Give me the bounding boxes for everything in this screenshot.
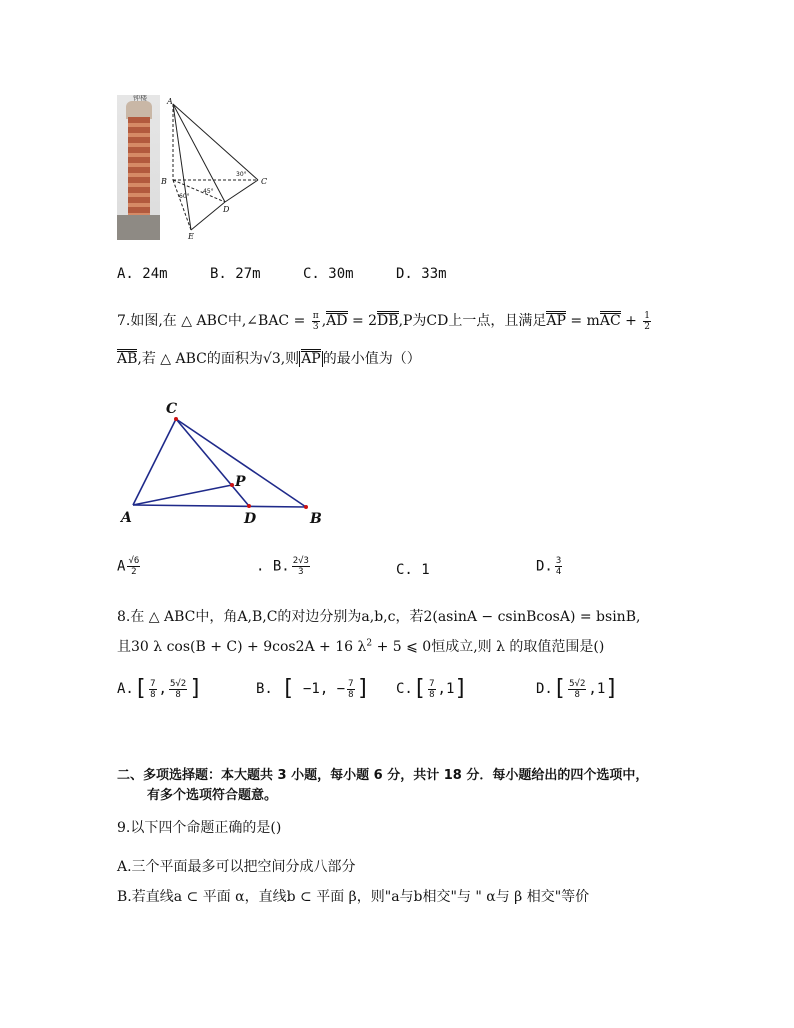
q7-option-c: C. 1: [396, 562, 430, 578]
q6-option-c: C. 30m: [303, 266, 354, 282]
side-AC: [133, 419, 176, 505]
edge-BE: [173, 180, 191, 230]
pyramid-diagram: [155, 92, 280, 242]
vector-DB: DB: [377, 313, 399, 329]
q7-line2: [117, 348, 421, 368]
q7-option-a: A $\frac{√6}{2}$: [117, 556, 140, 577]
label-B: B: [161, 177, 167, 186]
section2-heading-line2: 有多个选项符合题意。: [147, 788, 278, 803]
q7-plus: +: [625, 313, 637, 329]
segment-CD: [176, 419, 249, 506]
q6-option-d: D. 33m: [396, 266, 447, 282]
label-B: B: [310, 511, 322, 527]
tower-base: [117, 215, 160, 240]
label-D: D: [223, 205, 230, 214]
q8-line1: 8.在 △ ABC中，角A,B,C的对边分别为a,b,c，若2(asinA − csinBcosA) = bsinB,: [117, 609, 641, 625]
q7-text-5: 的最小值为（）: [322, 351, 421, 367]
tower-body: [128, 117, 150, 229]
edge-CD: [225, 180, 258, 202]
q9-stem: 9.以下四个命题正确的是(): [117, 820, 282, 836]
point-C: [174, 417, 178, 421]
q7-text-1: 如图,在 △ ABC中,∠BAC =: [130, 313, 306, 329]
q7-text-4: ,则: [280, 351, 300, 367]
point-P: [230, 483, 234, 487]
q7-number: 7.: [117, 313, 131, 329]
section2-heading-line1: 二、多项选择题：本大题共 3 小题，每小题 6 分，共计 18 分．每小题给出的四个选项中，: [117, 768, 649, 783]
q7-sqrt3: √3: [262, 351, 281, 367]
label-P: P: [235, 474, 246, 490]
label-E: E: [188, 232, 194, 241]
edge-AE: [173, 104, 191, 230]
side-CB: [176, 419, 306, 507]
angle-60: 60°: [179, 193, 190, 200]
edge-AC: [173, 104, 258, 180]
angle-45: 45°: [203, 188, 214, 195]
q7-text-2: ,P为CD上一点，且满足: [398, 313, 547, 329]
q8-option-a: A.[ $\frac{7}{8}$ , $\frac{5√2}{8}$ ]: [117, 676, 203, 701]
q9-option-b: B.若直线a ⊂ 平面 α，直线b ⊂ 平面 β，则"a与b相交"与 " α与 β 相交"等价: [117, 889, 590, 905]
label-C: C: [166, 401, 178, 417]
photo-label: 钟楼: [133, 95, 147, 102]
vector-AC: AC: [599, 313, 621, 329]
label-A: A: [167, 97, 173, 106]
vector-AD: AD: [326, 313, 348, 329]
vector-AP: AP: [546, 313, 566, 329]
point-D: [247, 504, 251, 508]
q7-option-d: D. $\frac{3}{4}$: [536, 556, 562, 577]
q6-option-a: A. 24m: [117, 266, 168, 282]
q7-pi-over-3: $\frac{\pi}{3}$: [312, 310, 319, 332]
q7-option-b: . B. $\frac{2√3}{3}$: [256, 556, 309, 577]
q8-option-b: B. [ −1, − $\frac{7}{8}$ ]: [256, 676, 370, 701]
edge-AD: [173, 104, 225, 202]
q8-line2: 且30 λ cos(B + C) + 9cos2A + 16 $\lambda^2 + 5$ ⩽ 0恒成立,则 λ 的取值范围是(): [117, 638, 605, 655]
label-C: C: [261, 177, 268, 186]
q8-option-c: C.[ $\frac{7}{8}$ ,1]: [396, 676, 468, 701]
vector-AB: AB: [117, 351, 138, 367]
q7-text-3: ,若 △ ABC的面积为: [137, 351, 263, 367]
triangle-diagram: [115, 395, 330, 530]
point-B: [304, 505, 308, 509]
q7-eqm: = m: [570, 313, 600, 329]
edge-DE: [191, 202, 225, 230]
segment-AP: [133, 485, 232, 505]
q7-line1: 7.如图,在 △ ABC中,∠BAC = $\frac{\pi}{3}$ ,AD = 2DB,P为CD上一点，且满足AP = mAC + $\frac{1}{2}$: [117, 310, 651, 332]
label-A: A: [121, 510, 132, 526]
q8-option-d: D.[ $\frac{5√2}{8}$ ,1]: [536, 676, 619, 701]
q7-one-half: $\frac{1}{2}$: [644, 310, 651, 332]
q9-option-a: A.三个平面最多可以把空间分成八部分: [117, 859, 356, 875]
q7-eq2: = 2: [351, 313, 378, 329]
clock-tower-photo: [117, 95, 160, 240]
label-D: D: [244, 511, 257, 527]
q6-option-b: B. 27m: [210, 266, 261, 282]
angle-30: 30°: [236, 171, 247, 178]
q7-abs-AP: AP: [301, 351, 321, 367]
side-AB: [133, 505, 306, 507]
